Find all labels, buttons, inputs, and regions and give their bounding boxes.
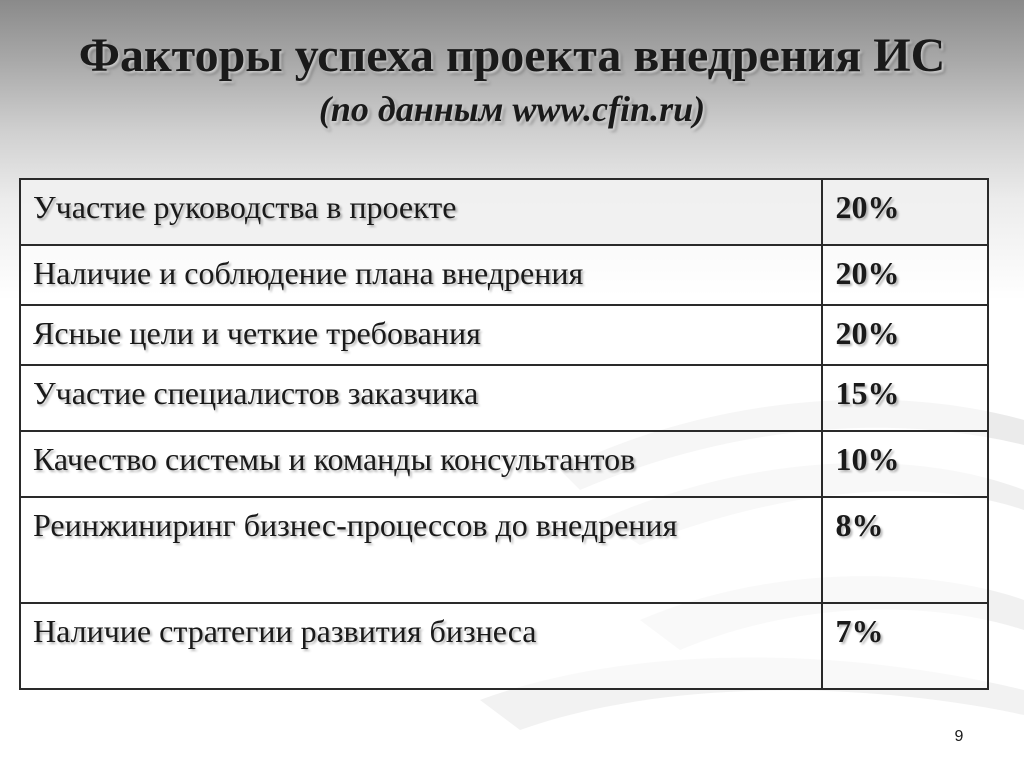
table-row — [20, 497, 988, 603]
factor-cell: Качество системы и команды консультантов — [20, 431, 822, 497]
factor-cell: Наличие стратегии развития бизнеса — [20, 603, 822, 689]
table-row — [20, 245, 988, 305]
percent-cell: 20% — [822, 305, 988, 365]
table-row — [20, 365, 988, 431]
table-row — [20, 179, 988, 245]
factor-cell: Наличие и соблюдение плана внедрения — [20, 245, 822, 305]
table-row — [20, 603, 988, 689]
factor-cell: Реинжиниринг бизнес-процессов до внедрения — [20, 497, 822, 603]
factor-cell: Участие руководства в проекте — [20, 179, 822, 245]
page-number: 9 — [954, 728, 964, 745]
percent-cell: 20% — [822, 179, 988, 245]
table-row — [20, 305, 988, 365]
factor-cell: Участие специалистов заказчика — [20, 365, 822, 431]
success-factors-table — [19, 178, 989, 690]
table-row — [20, 431, 988, 497]
percent-cell: 20% — [822, 245, 988, 305]
percent-cell: 7% — [822, 603, 988, 689]
percent-cell: 10% — [822, 431, 988, 497]
percent-cell: 15% — [822, 365, 988, 431]
factor-cell: Ясные цели и четкие требования — [20, 305, 822, 365]
percent-cell: 8% — [822, 497, 988, 603]
slide-subtitle: (по данным www.cfin.ru) — [318, 89, 706, 129]
slide-title: Факторы успеха проекта внедрения ИС — [78, 29, 946, 82]
